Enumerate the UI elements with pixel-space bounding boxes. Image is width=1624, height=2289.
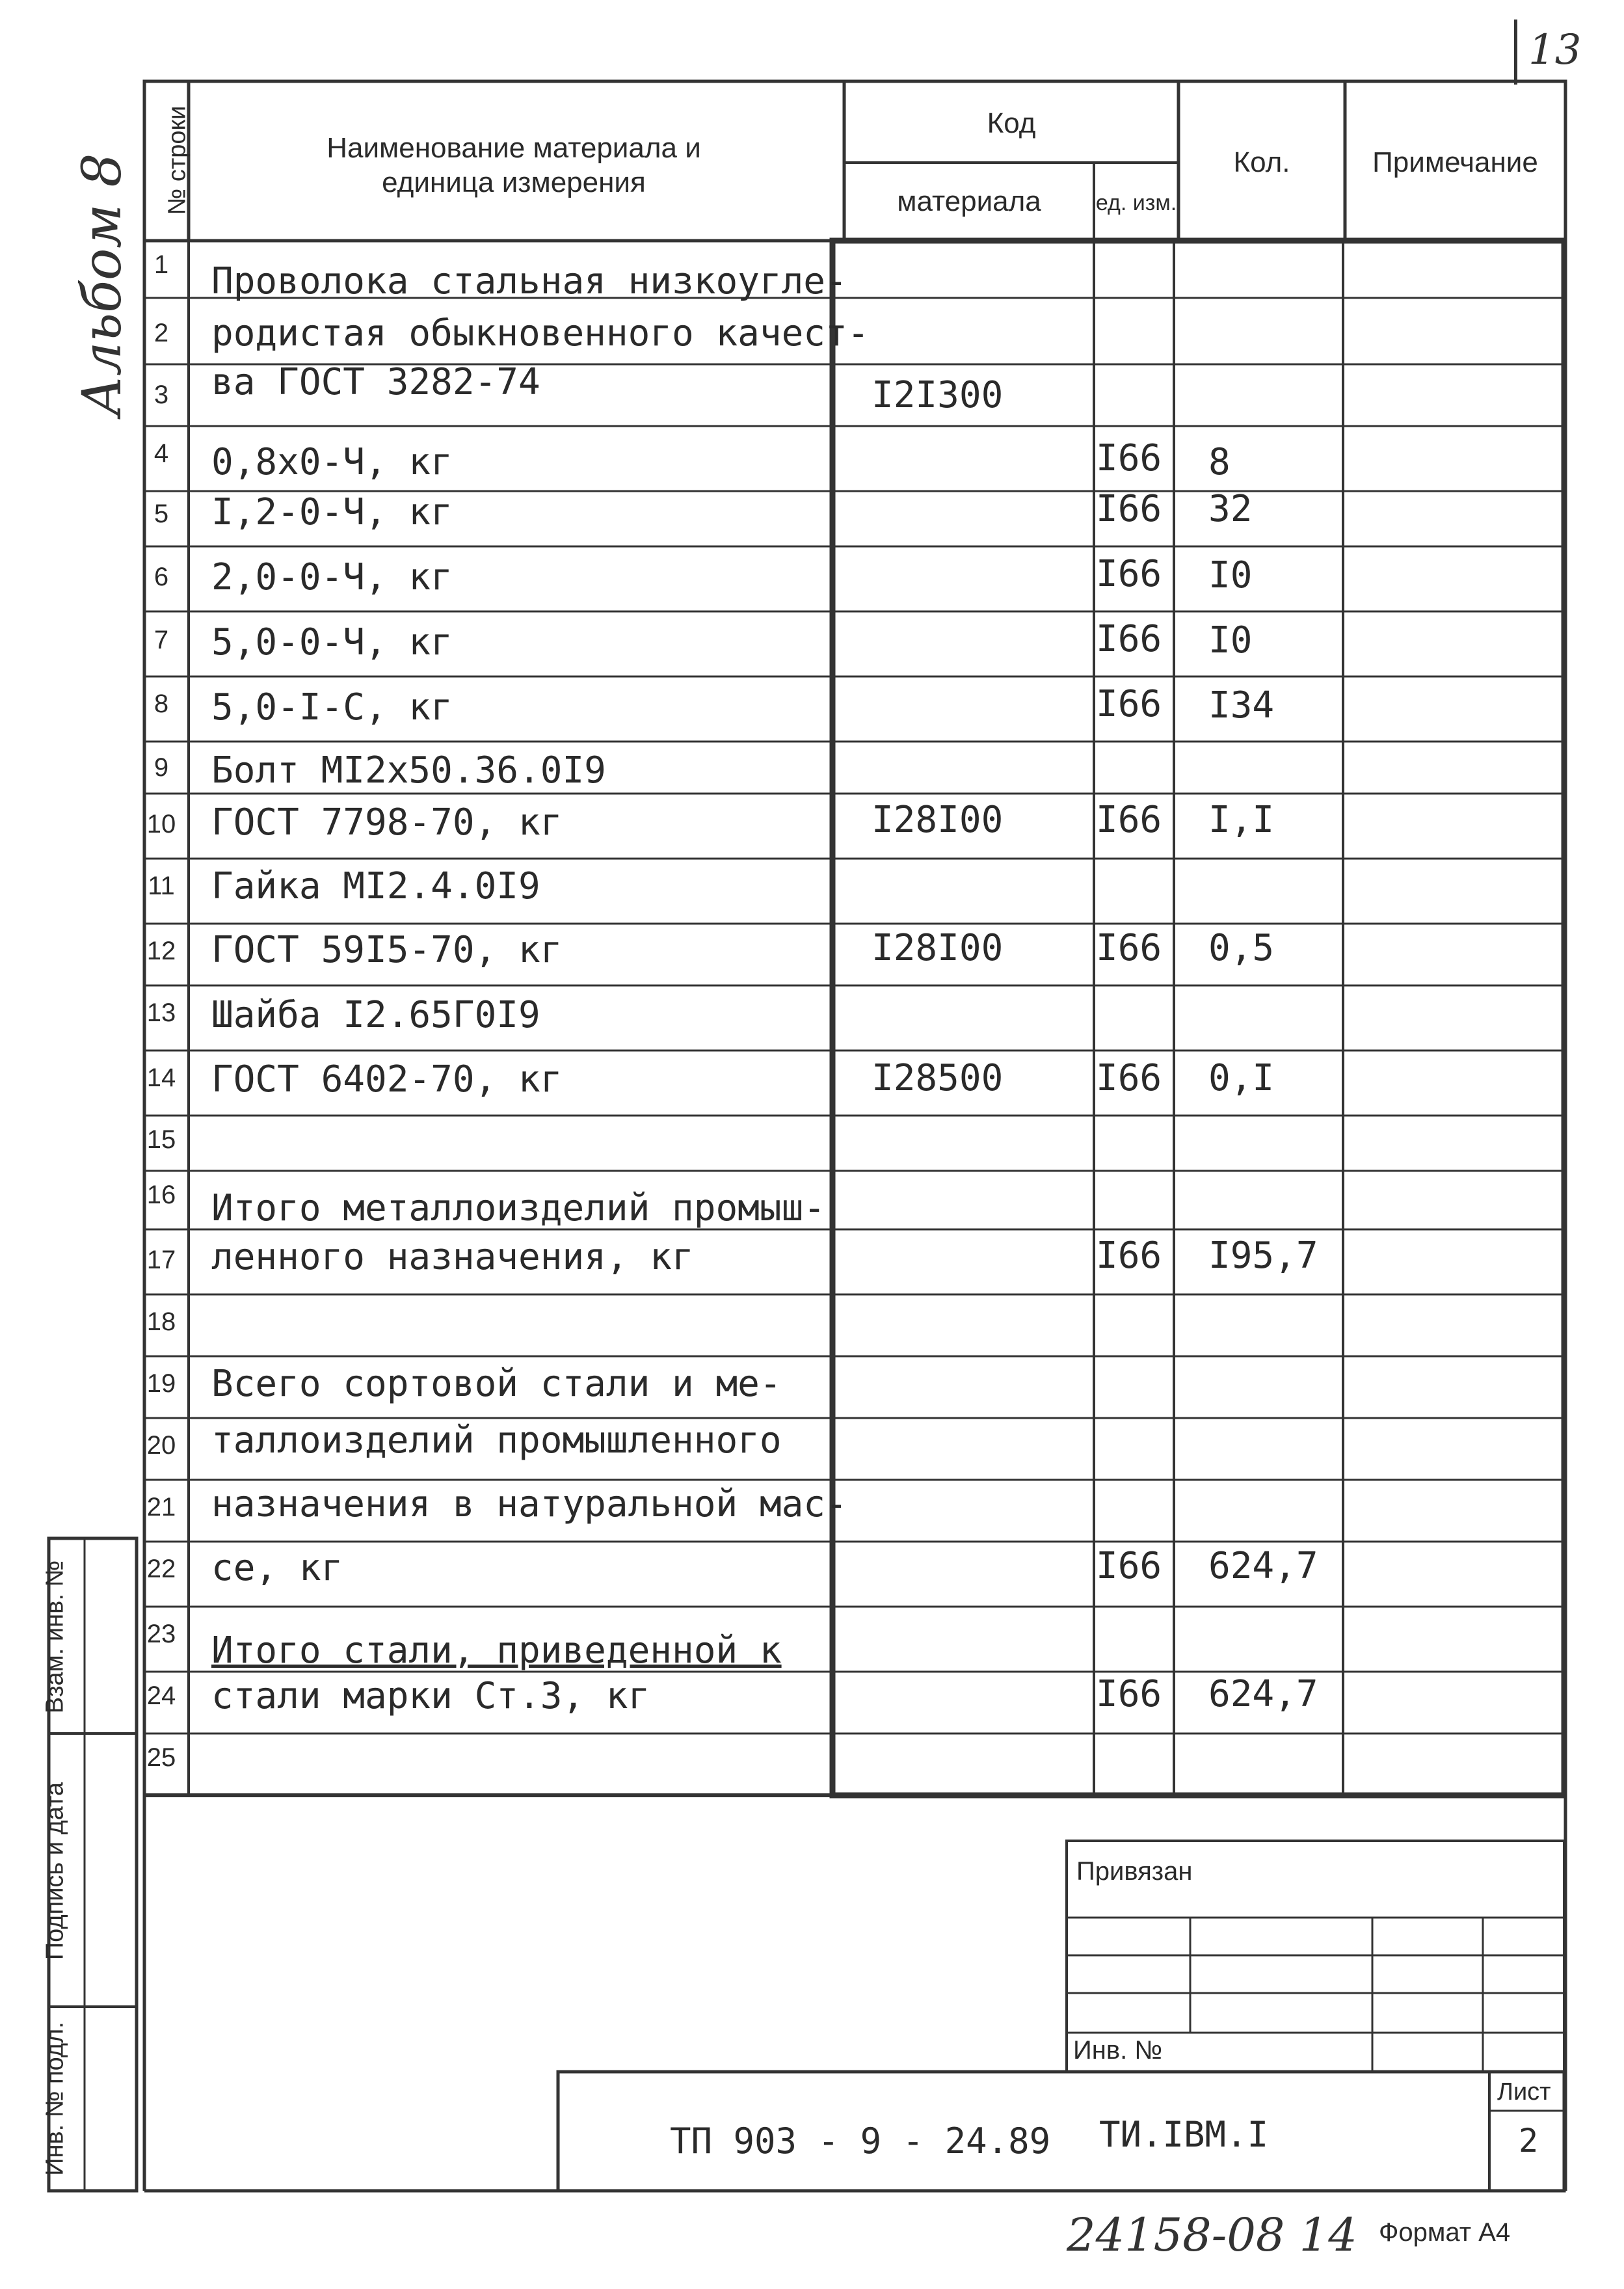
row-number: 6 [153, 563, 169, 591]
row-unit-code: I66 [1096, 1545, 1162, 1587]
row-qty: 8 [1208, 441, 1231, 483]
row-name: ленного назначения, кг [211, 1236, 694, 1278]
row-unit-code: I66 [1096, 1057, 1162, 1099]
row-qty: I,I [1208, 799, 1275, 841]
row-number: 9 [153, 753, 169, 782]
row-name: родистая обыкновенного качест- [211, 312, 870, 355]
row-unit-code: I66 [1096, 683, 1162, 725]
row-name: Итого стали, приведенной к [211, 1629, 782, 1672]
row-number: 1 [153, 250, 169, 279]
row-material-code: I28I00 [872, 927, 1004, 969]
row-name: I,2-0-Ч, кг [211, 491, 453, 533]
row-name: стали марки Ст.3, кг [211, 1675, 650, 1717]
row-number: 15 [146, 1125, 176, 1154]
stamp-doc-suffix: ТИ.IВМ.I [1099, 2114, 1269, 2155]
row-unit-code: I66 [1096, 553, 1162, 595]
row-qty: I95,7 [1208, 1235, 1318, 1277]
row-number: 22 [146, 1555, 176, 1583]
row-name: назначения в натуральной мас- [211, 1483, 847, 1525]
row-name: ГОСТ 59I5-70, кг [211, 929, 563, 971]
row-number: 5 [153, 500, 169, 528]
side-label-inv-podl: Инв. № подл. [41, 2022, 69, 2176]
side-label-vzam: Взам. инв. № [41, 1560, 69, 1714]
row-number: 20 [146, 1431, 176, 1460]
album-label: Альбом 8 [72, 153, 133, 416]
stamp-sheet-label: Лист [1497, 2078, 1551, 2106]
row-name: 2,0-0-Ч, кг [211, 556, 453, 598]
header-qty: Кол. [1233, 146, 1290, 178]
header-note: Примечание [1372, 146, 1538, 178]
row-unit-code: I66 [1096, 1235, 1162, 1277]
row-unit-code: I66 [1096, 437, 1162, 479]
row-material-code: I2I300 [872, 374, 1004, 416]
row-name: таллоизделий промышленного [211, 1419, 782, 1462]
row-number: 19 [146, 1369, 176, 1398]
row-name: Гайка MI2.4.0I9 [211, 865, 540, 907]
row-name: Шайба I2.65Г0I9 [211, 994, 540, 1036]
row-number: 16 [146, 1181, 176, 1209]
row-name: 0,8x0-Ч, кг [211, 441, 453, 483]
row-material-code: I28I00 [872, 799, 1004, 841]
row-number: 10 [146, 810, 176, 838]
row-name: Итого металлоизделий промыш- [211, 1187, 826, 1229]
row-number: 11 [148, 872, 175, 900]
row-unit-code: I66 [1096, 799, 1162, 841]
row-qty: 0,I [1208, 1057, 1275, 1099]
page-number: 13 [1528, 26, 1582, 74]
row-material-code: I28500 [872, 1057, 1004, 1099]
row-name: ва ГОСТ 3282-74 [211, 361, 540, 403]
row-number: 2 [153, 319, 169, 347]
row-name: се, кг [211, 1547, 343, 1589]
row-name: Проволока стальная низкоугле- [211, 260, 847, 302]
row-qty: 32 [1208, 488, 1253, 530]
row-number: 21 [146, 1493, 176, 1521]
header-name: Наименование материала и единица измерения [326, 132, 701, 198]
row-number: 7 [153, 626, 169, 654]
row-number: 3 [153, 381, 169, 409]
row-name: Всего сортовой стали и ме- [211, 1363, 782, 1405]
row-number: 4 [153, 439, 169, 468]
row-number: 18 [146, 1307, 176, 1336]
stamp-sheet-no: 2 [1519, 2122, 1539, 2160]
row-number: 8 [153, 689, 169, 718]
row-qty: I34 [1208, 684, 1275, 727]
row-qty: 0,5 [1208, 927, 1275, 969]
row-name: Болт MI2x50.36.0I9 [211, 749, 606, 792]
row-number: 25 [146, 1743, 176, 1772]
header-code-material: материала [897, 185, 1041, 217]
row-unit-code: I66 [1096, 618, 1162, 660]
row-name: ГОСТ 7798-70, кг [211, 801, 563, 844]
row-name: 5,0-I-С, кг [211, 686, 453, 729]
row-qty: 624,7 [1208, 1545, 1318, 1587]
row-unit-code: I66 [1096, 488, 1162, 530]
header-row-no: № строки [163, 105, 191, 215]
header-code-unit: ед. изм. [1095, 191, 1177, 215]
footer-format: Формат А4 [1379, 2218, 1511, 2247]
row-number: 17 [146, 1246, 176, 1274]
row-number: 14 [146, 1064, 176, 1092]
row-name: ГОСТ 6402-70, кг [211, 1058, 563, 1101]
stamp-inv-no: Инв. № [1073, 2036, 1163, 2065]
row-unit-code: I66 [1096, 927, 1162, 969]
row-qty: I0 [1208, 619, 1253, 662]
row-qty: 624,7 [1208, 1673, 1318, 1715]
row-name: 5,0-0-Ч, кг [211, 621, 453, 663]
row-number: 24 [146, 1681, 176, 1710]
row-number: 12 [146, 937, 176, 965]
footer-handwritten-number: 24158-08 14 [1067, 2208, 1357, 2262]
side-label-podpis: Подпись и дата [41, 1782, 69, 1961]
stamp-doc-code: ТП 903 - 9 - 24.89 [670, 2121, 1051, 2162]
stamp-privyazan: Привязан [1076, 1857, 1193, 1886]
row-number: 13 [146, 998, 176, 1027]
row-qty: I0 [1208, 554, 1253, 596]
header-code: Код [987, 107, 1036, 139]
row-unit-code: I66 [1096, 1673, 1162, 1715]
row-number: 23 [146, 1620, 176, 1648]
